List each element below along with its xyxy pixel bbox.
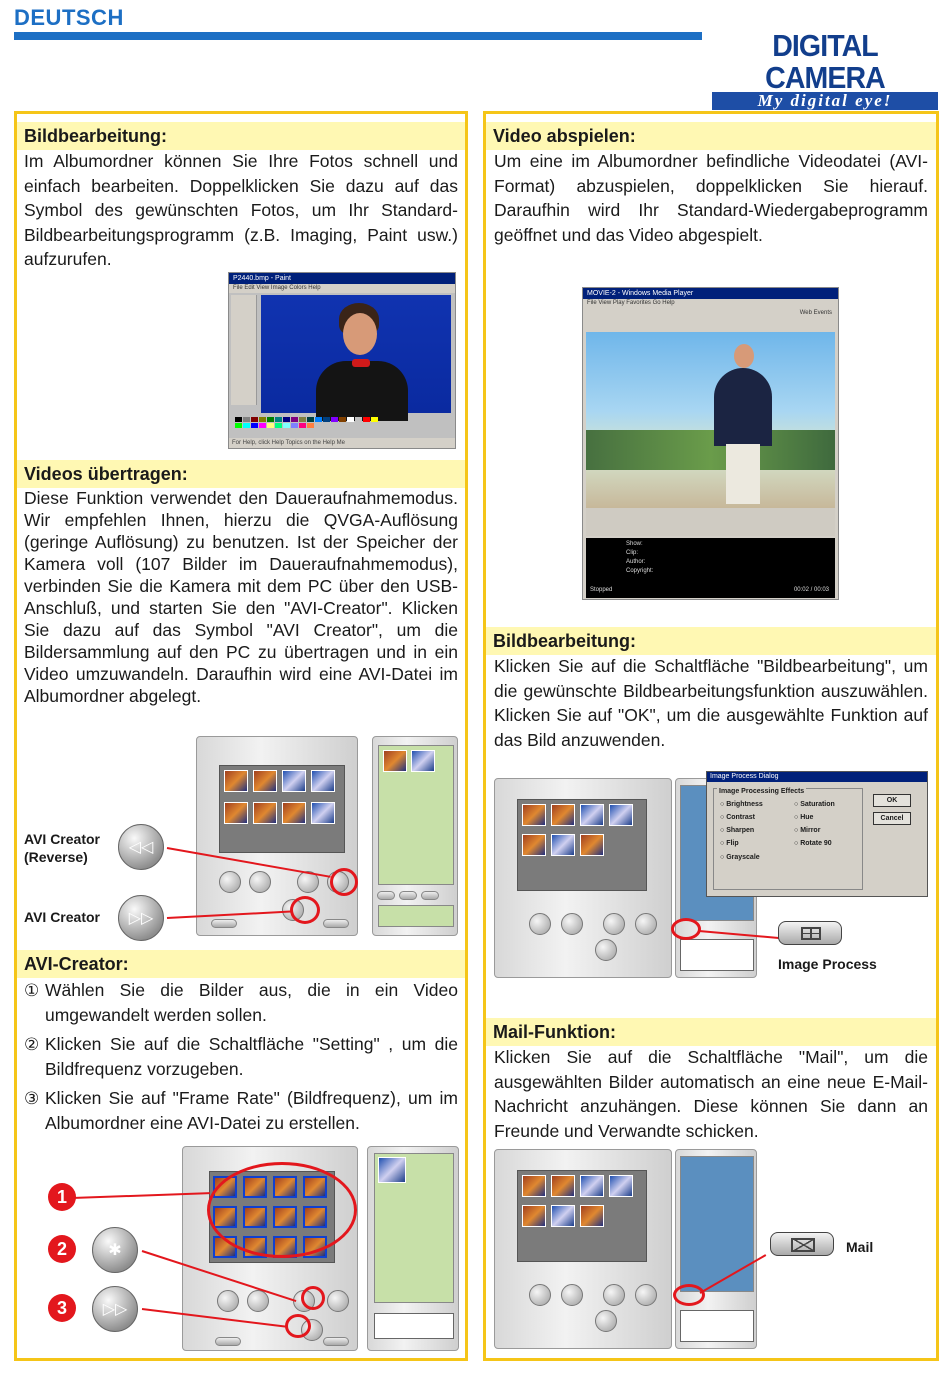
- radio-label: Flip: [726, 840, 739, 847]
- paint-toolbox: [231, 295, 257, 405]
- step-text: Klicken Sie auf "Frame Rate" (Bildfrequenz), um im Albumordner eine AVI-Datei zu erstellen.: [45, 1088, 458, 1133]
- section-text-video-abspielen: Um eine im Albumordner befindliche Videodatei (AVI-Format) abzuspielen, doppelklicken Sie hierauf. Daraufhin wird Ihr Standard-Wiedergabeprogramm geöffnet und das Video abgespielt.: [494, 151, 928, 245]
- album-side-footer: [378, 905, 454, 927]
- thumbnail[interactable]: [378, 1157, 406, 1183]
- image-process-dialog: [706, 771, 928, 897]
- album-viewer-1: [196, 736, 358, 936]
- album-side-panel: [378, 745, 454, 885]
- highlight-ring: [285, 1314, 311, 1338]
- album-screen: [219, 765, 345, 853]
- photo-bowtie: [352, 359, 370, 367]
- album-sidebar-1: [372, 736, 458, 936]
- paint-photo: [261, 295, 451, 413]
- radio-saturation[interactable]: ○ Saturation: [794, 801, 835, 808]
- player-status: Stopped: [590, 587, 613, 593]
- control-button[interactable]: [529, 913, 551, 935]
- radio-label: Saturation: [800, 801, 835, 808]
- control-pill[interactable]: [323, 919, 349, 928]
- section-text-videos-uebertragen: Diese Funktion verwendet den Daueraufnahmemodus. Wir empfehlen Ihnen, hierzu die QVGA-Auflösung (geringe Auflösung) zu benutzen. Ist der Speicher der Kamera voll (107 Bilder im Daueraufnahmemodus), verbinden Sie die Kamera mit dem PC über den USB-Anschluß, und starten Sie den "AVI-Creator". Klicken Sie dazu auf das Symbol "AVI Creator", um die Bildersammlung auf den PC zu übertragen und in ein Video umzuwandeln. Daraufhin wird eine AVI-Datei im Albumordner abgelegt.: [24, 488, 458, 706]
- section-title-avi-creator: AVI-Creator:: [17, 950, 465, 978]
- radio-contrast[interactable]: ○ Contrast: [720, 814, 755, 821]
- step-3: [24, 1086, 458, 1136]
- thumbnail[interactable]: [224, 802, 248, 824]
- clip-info-panel: [586, 538, 835, 598]
- photo-suit: [316, 361, 408, 421]
- label-mail: Mail: [846, 1239, 874, 1255]
- highlight-ring: [673, 1284, 705, 1306]
- section-title-video-abspielen: Video abspielen:: [486, 122, 936, 150]
- radio-mirror[interactable]: ○ Mirror: [794, 827, 821, 834]
- player-titlebar: MOVIE-2 - Windows Media Player: [583, 288, 838, 299]
- video-trees: [586, 430, 835, 470]
- thumbnail[interactable]: [609, 1175, 633, 1197]
- rewind-icon: ◁◁: [118, 824, 164, 870]
- thumbnail[interactable]: [411, 750, 435, 772]
- highlight-ring: [330, 868, 358, 896]
- thumbnail[interactable]: [311, 770, 335, 792]
- step-2: [24, 1032, 458, 1082]
- control-button[interactable]: [247, 1290, 269, 1312]
- thumbnail[interactable]: [522, 1175, 546, 1197]
- radio-label: Mirror: [800, 827, 821, 834]
- radio-hue[interactable]: ○ Hue: [794, 814, 814, 821]
- thumbnail[interactable]: [551, 1175, 575, 1197]
- language-heading: DEUTSCH: [14, 5, 124, 30]
- label-avi-creator: AVI Creator: [24, 909, 100, 925]
- highlight-ring: [290, 896, 320, 924]
- section-title-bildbearbeitung-2: Bildbearbeitung:: [486, 627, 936, 655]
- step-1: [24, 978, 458, 1028]
- thumbnail[interactable]: [580, 804, 604, 826]
- clip-show-label: Show:: [626, 541, 643, 547]
- video-trousers: [726, 444, 760, 504]
- control-pill[interactable]: [323, 1337, 349, 1346]
- step-number-3: 3: [48, 1294, 76, 1322]
- thumbnail[interactable]: [282, 802, 306, 824]
- radio-label: Sharpen: [726, 827, 755, 834]
- section-title-mail-funktion: Mail-Funktion:: [486, 1018, 936, 1046]
- section-text-bildbearbeitung-2: Klicken Sie auf die Schaltfläche "Bildbearbeitung", um die gewünschte Bildbearbeitungsfunktion auszuwählen. Klicken Sie auf "OK", um die ausgewählte Funktion auf das Bild anzuwenden.: [494, 656, 928, 750]
- logo-tagline: My digital eye!: [712, 92, 938, 110]
- control-button[interactable]: [249, 871, 271, 893]
- thumbnail[interactable]: [522, 804, 546, 826]
- thumbnail[interactable]: [282, 770, 306, 792]
- paint-palette: [235, 417, 383, 428]
- album-side-panel: [374, 1153, 454, 1303]
- thumbnail[interactable]: [383, 750, 407, 772]
- thumbnail[interactable]: [253, 802, 277, 824]
- grid-icon: [801, 927, 821, 940]
- effects-group: [713, 788, 863, 890]
- thumbnail[interactable]: [224, 770, 248, 792]
- brand-logo: [712, 30, 938, 110]
- album-sidebar-2: [367, 1146, 459, 1351]
- album-sidebar-4: [675, 1149, 757, 1349]
- thumbnail[interactable]: [609, 804, 633, 826]
- control-button[interactable]: [635, 913, 657, 935]
- control-button[interactable]: [603, 913, 625, 935]
- thumbnail[interactable]: [551, 834, 575, 856]
- thumbnail[interactable]: [253, 770, 277, 792]
- header-rule: [14, 32, 702, 40]
- folder-list[interactable]: [680, 1310, 754, 1342]
- thumbnail[interactable]: [551, 804, 575, 826]
- album-viewer-3: [494, 778, 672, 978]
- album-side-panel: [680, 1156, 754, 1292]
- thumbnail[interactable]: [580, 1205, 604, 1227]
- left-column: [14, 111, 468, 1361]
- control-button[interactable]: [217, 1290, 239, 1312]
- player-menubar: File View Play Favorites Go Help: [583, 299, 838, 308]
- step-number-1: 1: [48, 1183, 76, 1211]
- control-button[interactable]: [219, 871, 241, 893]
- control-button[interactable]: [635, 1284, 657, 1306]
- fast-forward-icon: ▷▷: [92, 1286, 138, 1332]
- section-text-bildbearbeitung: Im Albumordner können Sie Ihre Fotos schnell und einfach bearbeiten. Doppelklicken Sie dazu auf das Symbol des gewünschten Fotos, um Ihr Standard-Bildbearbeitungsprogramm (z.B. Imaging, Paint usw.) aufzurufen.: [24, 151, 458, 269]
- paint-statusbar: For Help, click Help Topics on the Help Me: [229, 438, 455, 448]
- player-time: 00:02 / 00:03: [793, 587, 829, 593]
- folder-list[interactable]: [680, 939, 754, 971]
- video-face: [734, 344, 754, 368]
- step-number-2: 2: [48, 1235, 76, 1263]
- control-button[interactable]: [529, 1284, 551, 1306]
- album-viewer-4: [494, 1149, 672, 1349]
- control-pill[interactable]: [421, 891, 439, 900]
- image-process-icon: [778, 921, 842, 945]
- control-pill[interactable]: [399, 891, 417, 900]
- fast-forward-icon: ▷▷: [118, 895, 164, 941]
- logo-main-text: DIGITAL CAMERA: [765, 28, 885, 95]
- mail-icon: [770, 1232, 834, 1256]
- step-marker: ①: [24, 981, 40, 1000]
- control-pill[interactable]: [377, 891, 395, 900]
- clip-clip-label: Clip:: [626, 550, 639, 556]
- step-marker: ③: [24, 1089, 40, 1108]
- media-player-screenshot: [582, 287, 839, 600]
- radio-label: Contrast: [726, 814, 755, 821]
- paint-menubar: File Edit View Image Colors Help: [229, 284, 455, 293]
- ok-button[interactable]: OK: [873, 794, 911, 807]
- thumbnail[interactable]: [522, 834, 546, 856]
- paint-screenshot: [228, 272, 456, 449]
- radio-grayscale[interactable]: ○ Grayscale: [720, 854, 760, 861]
- radio-label: Grayscale: [726, 854, 760, 861]
- radio-rotate-90[interactable]: ○ Rotate 90: [794, 840, 832, 847]
- step-marker: ②: [24, 1035, 40, 1054]
- highlight-ring: [671, 918, 701, 940]
- player-controls[interactable]: [586, 508, 835, 536]
- web-events-link[interactable]: Web Events: [799, 310, 832, 316]
- folder-list[interactable]: [374, 1313, 454, 1339]
- video-jacket: [714, 368, 772, 446]
- control-button[interactable]: [595, 1310, 617, 1332]
- control-pill[interactable]: [215, 1337, 241, 1346]
- album-screen: [517, 799, 647, 891]
- control-pill[interactable]: [211, 919, 237, 928]
- clip-author-label: Author:: [626, 559, 646, 565]
- envelope-icon: [791, 1238, 815, 1252]
- radio-sharpen[interactable]: ○ Sharpen: [720, 827, 755, 834]
- photo-face: [343, 313, 377, 355]
- step-text: Wählen Sie die Bilder aus, die in ein Video umgewandelt werden sollen.: [45, 980, 458, 1025]
- control-button[interactable]: [561, 913, 583, 935]
- radio-label: Brightness: [726, 801, 763, 808]
- settings-icon: ✱: [92, 1227, 138, 1273]
- thumbnail[interactable]: [580, 1175, 604, 1197]
- thumbnail[interactable]: [311, 802, 335, 824]
- cancel-button[interactable]: Cancel: [873, 812, 911, 825]
- section-title-videos-uebertragen: Videos übertragen:: [17, 460, 465, 488]
- control-button[interactable]: [327, 1290, 349, 1312]
- effects-group-label: Image Processing Effects: [719, 788, 805, 795]
- video-frame: [586, 332, 835, 508]
- highlight-ring: [301, 1286, 325, 1310]
- radio-label: Hue: [800, 814, 814, 821]
- radio-flip[interactable]: ○ Flip: [720, 840, 739, 847]
- highlight-ring: [207, 1162, 357, 1258]
- control-button[interactable]: [561, 1284, 583, 1306]
- section-text-mail-funktion: Klicken Sie auf die Schaltfläche "Mail", um die ausgewählten Bilder automatisch an eine neue E-Mail-Nachricht anzuhängen. Diese können Sie dann an Freunde und Verwandte schicken.: [494, 1047, 928, 1141]
- album-screen: [517, 1170, 647, 1262]
- dialog-titlebar: Image Process Dialog: [707, 772, 927, 782]
- thumbnail[interactable]: [580, 834, 604, 856]
- label-image-process: Image Process: [778, 956, 877, 972]
- paint-titlebar: P2440.bmp - Paint: [229, 273, 455, 284]
- control-button[interactable]: [595, 939, 617, 961]
- right-column: [483, 111, 939, 1361]
- label-avi-creator-reverse: AVI Creator (Reverse): [24, 831, 100, 865]
- radio-brightness[interactable]: ○ Brightness: [720, 801, 763, 808]
- clip-copyright-label: Copyright:: [626, 568, 654, 574]
- control-button[interactable]: [603, 1284, 625, 1306]
- thumbnail[interactable]: [522, 1205, 546, 1227]
- section-title-bildbearbeitung: Bildbearbeitung:: [17, 122, 465, 150]
- step-text: Klicken Sie auf die Schaltfläche "Setting" , um die Bildfrequenz vorzugeben.: [45, 1034, 458, 1079]
- radio-label: Rotate 90: [800, 840, 832, 847]
- thumbnail[interactable]: [551, 1205, 575, 1227]
